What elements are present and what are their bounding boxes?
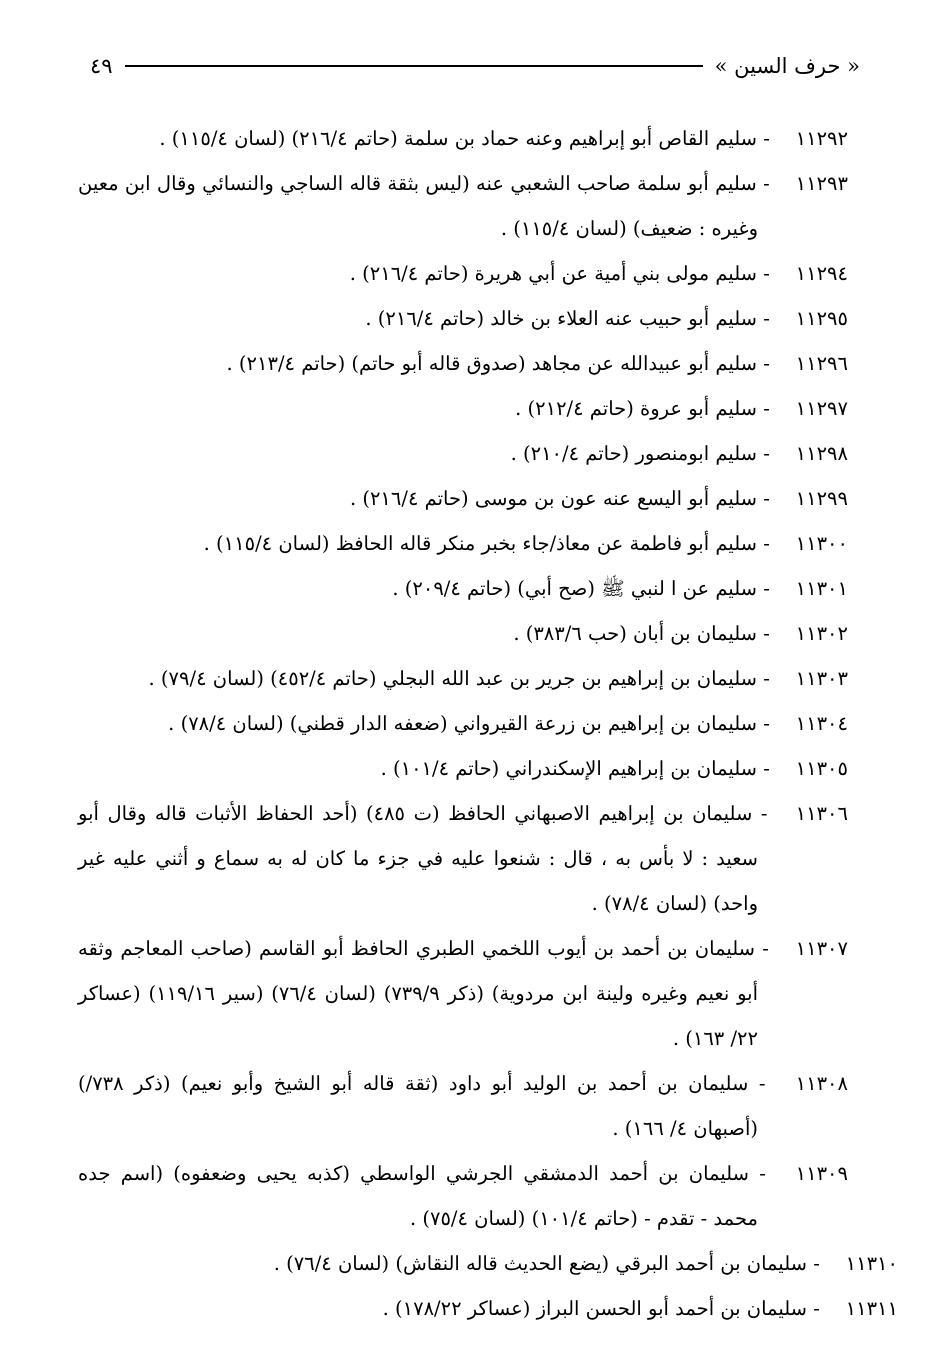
entry-text: سليم عن ا لنبي ﷺ (صح أبي) (حاتم ٢٠٩/٤) . — [392, 577, 757, 600]
entry-text: سليم أبو حبيب عنه العلاء بن خالد (حاتم ٢١٦/٤) . — [365, 307, 757, 330]
entry: ١١٣١٠ - سليمان بن أحمد البرقي (يضع الحديث قاله النقاش) (لسان ٧٦/٤) . — [78, 1241, 848, 1286]
entry: ١١٢٩٤ - سليم مولى بني أمية عن أبي هريرة (حاتم ٢١٦/٤) . — [78, 251, 848, 296]
entry-number: ١١٣٠٦ — [795, 802, 848, 825]
entry: ١١٣٠٣ - سليمان بن إبراهيم بن جرير بن عبد الله البجلي (حاتم ٤٥٢/٤) (لسان ٧٩/٤) . — [78, 656, 848, 701]
entry-text: سليم القاص أبو إبراهيم وعنه حماد بن سلمة (حاتم ٢١٦/٤) (لسان ١١٥/٤) . — [159, 127, 757, 150]
page-header — [90, 46, 860, 86]
entry-number: ١١٢٩٩ — [795, 487, 848, 510]
entry-text: سليم أبو سلمة صاحب الشعبي عنه (ليس بثقة قاله الساجي والنسائي وقال ابن معين وغيره : ضعيف) (لسان ١١٥/٤) . — [78, 172, 758, 240]
entry-text: سليمان بن أحمد الدمشقي الجرشي الواسطي (كذبه يحيى وضعفوه) (اسم جده محمد - تقدم - (حاتم ١٠١/٤) (لسان ٧٥/٤) . — [78, 1162, 758, 1230]
entry-text: سليم أبو عبيدالله عن مجاهد (صدوق قاله أبو حاتم) (حاتم ٢١٣/٤) . — [226, 352, 757, 375]
header-rule — [125, 65, 703, 67]
entry-number: ١١٢٩٢ — [795, 127, 848, 150]
entry-number: ١١٣٠٥ — [795, 757, 848, 780]
entry: ١١٢٩٢ - سليم القاص أبو إبراهيم وعنه حماد بن سلمة (حاتم ٢١٦/٤) (لسان ١١٥/٤) . — [78, 116, 848, 161]
entry-number: ١١٣٠١ — [795, 577, 848, 600]
entry-text: سليم مولى بني أمية عن أبي هريرة (حاتم ٢١٦/٤) . — [349, 262, 757, 285]
entry: ١١٣٠٨ - سليمان بن أحمد بن الوليد أبو داود (ثقة قاله أبو الشيخ وأبو نعيم) (ذكر ٧٣٨/) (أصبهان ٤/ ١٦٦) . — [78, 1061, 848, 1151]
entry-number: ١١٣٠٩ — [795, 1162, 848, 1185]
entry-text: سليمان بن أحمد بن أيوب اللخمي الطبري الحافظ أبو القاسم (صاحب المعاجم وثقه أبو نعيم وغيره ولينة ابن مردوية) (ذكر ٧٣٩/٩) (لسان ٧٦/٤) (سير ١١٩/١٦) (عساكر ٢٢/ ١٦٣) . — [78, 937, 758, 1050]
entry: ١١٢٩٨ - سليم ابومنصور (حاتم ٢١٠/٤) . — [78, 431, 848, 476]
entry-number: ١١٢٩٣ — [795, 172, 848, 195]
entry-number: ١١٣٠٢ — [795, 622, 848, 645]
entry-number: ١١٣٠٠ — [795, 532, 848, 555]
entry-text: سليمان بن أبان (حب ٣٨٣/٦) . — [513, 622, 757, 645]
entry: ١١٢٩٣ - سليم أبو سلمة صاحب الشعبي عنه (ليس بثقة قاله الساجي والنسائي وقال ابن معين وغيره : ضعيف) (لسان ١١٥/٤) . — [78, 161, 848, 251]
entry-number: ١١٣١٠ — [845, 1252, 898, 1275]
entry-number: ١١٢٩٤ — [795, 262, 848, 285]
page-number: ٤٩ — [90, 54, 113, 78]
entry: ١١٣٠١ - سليم عن ا لنبي ﷺ (صح أبي) (حاتم ٢٠٩/٤) . — [78, 566, 848, 611]
entry-number: ١١٢٩٥ — [795, 307, 848, 330]
entries-list — [78, 116, 898, 1331]
entry: ١١٢٩٧ - سليم أبو عروة (حاتم ٢١٢/٤) . — [78, 386, 848, 431]
entry-number: ١١٢٩٦ — [795, 352, 848, 375]
entry-text: سليم ابومنصور (حاتم ٢١٠/٤) . — [510, 442, 757, 465]
entry-text: سليمان بن أحمد بن الوليد أبو داود (ثقة قاله أبو الشيخ وأبو نعيم) (ذكر ٧٣٨/) (أصبهان ٤/ ١٦٦) . — [78, 1072, 758, 1140]
entry-number: ١١٣٠٤ — [795, 712, 848, 735]
entry-text: سليم أبو اليسع عنه عون بن موسى (حاتم ٢١٦/٤) . — [349, 487, 757, 510]
entry: ١١٣١١ - سليمان بن أحمد أبو الحسن البراز (عساكر ١٧٨/٢٢) . — [78, 1286, 848, 1331]
entry-text: سليمان بن إبراهيم بن زرعة القيرواني (ضعفه الدار قطني) (لسان ٧٨/٤) . — [168, 712, 757, 735]
entry: ١١٣٠٩ - سليمان بن أحمد الدمشقي الجرشي الواسطي (كذبه يحيى وضعفوه) (اسم جده محمد - تقدم - (حاتم ١٠١/٤) (لسان ٧٥/٤) . — [78, 1151, 848, 1241]
entry: ١١٢٩٩ - سليم أبو اليسع عنه عون بن موسى (حاتم ٢١٦/٤) . — [78, 476, 848, 521]
running-title: « حرف السين » — [714, 54, 860, 78]
entry-number: ١١٢٩٨ — [795, 442, 848, 465]
entry-number: ١١٣٠٨ — [795, 1072, 848, 1095]
entry: ١١٢٩٥ - سليم أبو حبيب عنه العلاء بن خالد (حاتم ٢١٦/٤) . — [78, 296, 848, 341]
entry: ١١٣٠٥ - سليمان بن إبراهيم الإسكندراني (حاتم ١٠١/٤) . — [78, 746, 848, 791]
entry-text: سليم أبو عروة (حاتم ٢١٢/٤) . — [515, 397, 757, 420]
entry-text: سليمان بن أحمد البرقي (يضع الحديث قاله النقاش) (لسان ٧٦/٤) . — [273, 1252, 807, 1275]
entry-text: سليمان بن إبراهيم الاصبهاني الحافظ (ت ٤٨٥) (أحد الحفاظ الأثبات قاله وقال أبو سعيد : لا بأس به ، قال : شنعوا عليه في جزء ما كان له به سماع و أثني عليه غير واحد) (لسان ٧٨/٤) . — [78, 802, 758, 915]
entry-number: ١١٣١١ — [845, 1297, 898, 1320]
entry: ١١٢٩٦ - سليم أبو عبيدالله عن مجاهد (صدوق قاله أبو حاتم) (حاتم ٢١٣/٤) . — [78, 341, 848, 386]
entry-text: سليمان بن إبراهيم بن جرير بن عبد الله البجلي (حاتم ٤٥٢/٤) (لسان ٧٩/٤) . — [148, 667, 757, 690]
entry-number: ١١٢٩٧ — [795, 397, 848, 420]
entry: ١١٣٠٠ - سليم أبو فاطمة عن معاذ/جاء بخبر منكر قاله الحافظ (لسان ١١٥/٤) . — [78, 521, 848, 566]
entry: ١١٣٠٤ - سليمان بن إبراهيم بن زرعة القيرواني (ضعفه الدار قطني) (لسان ٧٨/٤) . — [78, 701, 848, 746]
entry-text: سليمان بن أحمد أبو الحسن البراز (عساكر ١٧٨/٢٢) . — [382, 1297, 807, 1320]
entry-text: سليم أبو فاطمة عن معاذ/جاء بخبر منكر قاله الحافظ (لسان ١١٥/٤) . — [203, 532, 757, 555]
entry: ١١٣٠٢ - سليمان بن أبان (حب ٣٨٣/٦) . — [78, 611, 848, 656]
entry-number: ١١٣٠٣ — [795, 667, 848, 690]
entry-text: سليمان بن إبراهيم الإسكندراني (حاتم ١٠١/٤) . — [380, 757, 757, 780]
entry-number: ١١٣٠٧ — [795, 937, 848, 960]
entry: ١١٣٠٧ - سليمان بن أحمد بن أيوب اللخمي الطبري الحافظ أبو القاسم (صاحب المعاجم وثقه أبو نعيم وغيره ولينة ابن مردوية) (ذكر ٧٣٩/٩) (لسان ٧٦/٤) (سير ١١٩/١٦) (عساكر ٢٢/ ١٦٣) . — [78, 926, 848, 1061]
entry: ١١٣٠٦ - سليمان بن إبراهيم الاصبهاني الحافظ (ت ٤٨٥) (أحد الحفاظ الأثبات قاله وقال أبو سعيد : لا بأس به ، قال : شنعوا عليه في جزء ما كان له به سماع و أثني عليه غير واحد) (لسان ٧٨/٤) . — [78, 791, 848, 926]
